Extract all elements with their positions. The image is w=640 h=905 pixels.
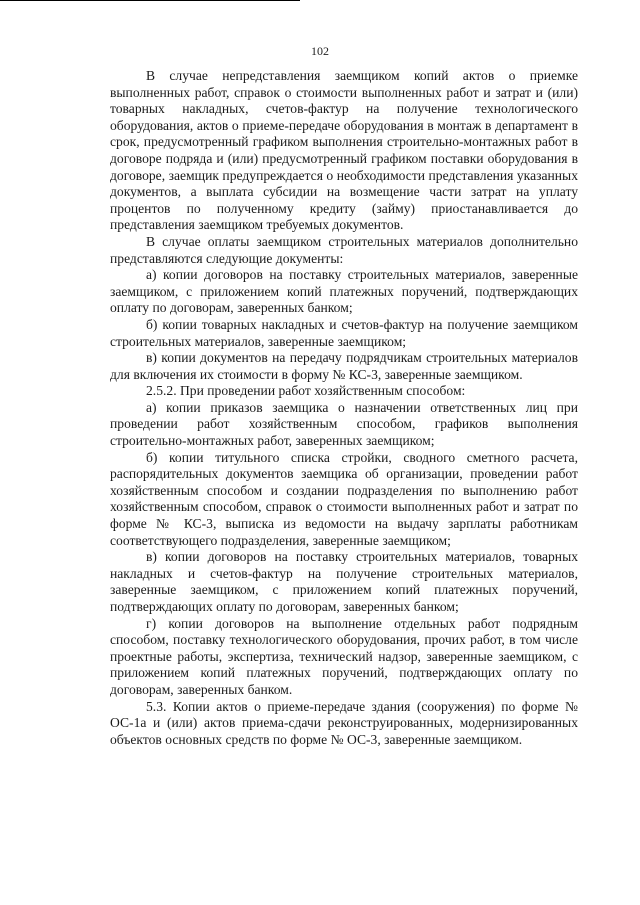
paragraph: в) копии договоров на поставку строительных материалов, товарных накладных и счетов-фактур на получение строительных материалов, заверенные заемщиком, с приложением копий платежных поручений, подтверждающих оплату по договорам, заверенных банком; [110,549,578,614]
page-number: 102 [311,44,329,58]
paragraph: В случае непредставления заемщиком копий актов о приемке выполненных работ, справок о стоимости выполненных работ и затрат и (или) товарных накладных, счетов-фактур на получение технологического оборудования, актов о приеме-передаче оборудования в монтаж в департамент в срок, предусмотренный графиком выполнения строительно-монтажных работ в договоре подряда и (или) предусмотренный графиком поставки оборудования в договоре, заемщик предупреждается о необходимости представления указанных документов, а выплата субсидии на возмещение части затрат на уплату процентов по полученному кредиту (займу) приостанавливается до представления заемщиком требуемых документов. [110,68,578,233]
paragraph: а) копии договоров на поставку строительных материалов, заверенные заемщиком, с приложением копий платежных поручений, подтверждающих оплату по договорам, заверенных банком; [110,267,578,316]
paragraph: а) копии приказов заемщика о назначении ответственных лиц при проведении работ хозяйственным способом, графиков выполнения строительно-монтажных работ, заверенных заемщиком; [110,399,578,449]
top-rule [0,0,300,1]
paragraph: 2.5.2. При проведении работ хозяйственным способом: [146,383,466,399]
paragraph: 5.3. Копии актов о приеме-передаче здания (сооружения) по форме № ОС-1а и (или) актов приема-сдачи реконструированных, модернизированных объектов основных средств по форме № ОС-3, заверенные заемщиком. [110,698,578,747]
paragraph: В случае оплаты заемщиком строительных материалов дополнительно представляются следующие документы: [110,233,578,266]
paragraph: г) копии договоров на выполнение отдельных работ подрядным способом, поставку технологического оборудования, прочих работ, в том числе проектные работы, экспертиза, технический надзор, заверенные заемщиком, с приложением копий платежных поручений, подтверждающих оплату по договорам, заверенных банком. [110,615,578,697]
page-text [110,68,578,748]
paragraph: б) копии титульного списка стройки, сводного сметного расчета, распорядительных документов заемщика об организации, проведении работ хозяйственным способом и создании подразделения по выполнению работ хозяйственным способом, справок о стоимости выполненных работ и затрат по форме № КС-3, выписка из ведомости на выдачу зарплаты работникам соответствующего подразделения, заверенные заемщиком; [110,449,578,548]
paragraph: в) копии документов на передачу подрядчикам строительных материалов для включения их стоимости в форму № КС-3, заверенные заемщиком. [110,350,578,382]
paragraph: б) копии товарных накладных и счетов-фактур на получение заемщиком строительных материалов, заверенные заемщиком; [110,316,578,349]
